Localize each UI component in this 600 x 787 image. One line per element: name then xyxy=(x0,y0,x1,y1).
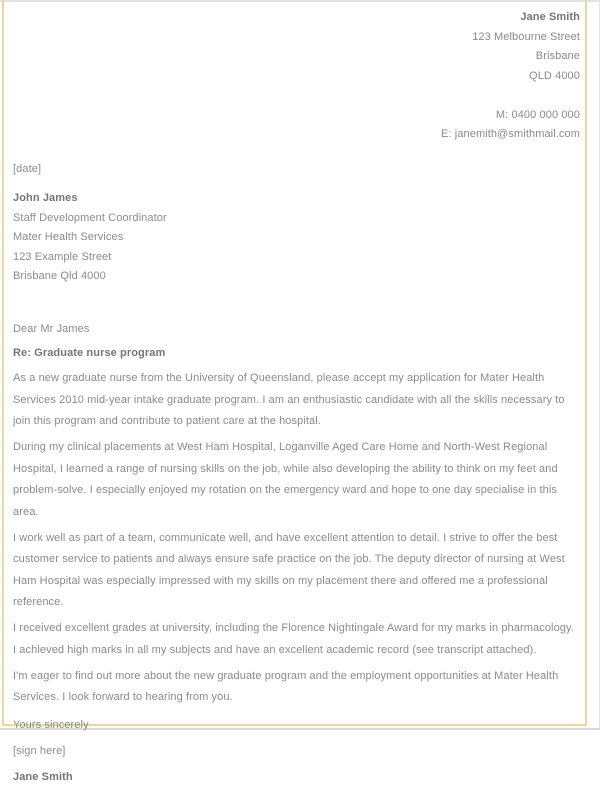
body-paragraph: During my clinical placements at West Ham Hospital, Loganville Aged Care Home and North-West Regional Hospital, I learned a range of nursing skills on the job, while also developing the ability to think on my feet and problem-solve. I especially enjoyed my rotation on the emergency ward and hope to one day specialise in this area. xyxy=(13,441,558,518)
date-placeholder: [date] xyxy=(13,162,42,175)
recipient-organisation: Mater Health Services xyxy=(13,231,124,244)
signature-placeholder: [sign here] xyxy=(13,744,66,757)
body-paragraph: I'm eager to find out more about the new graduate program and the employment opportunities at Mater Health Services. I look forward to hearing from you. xyxy=(13,669,559,704)
salutation: Dear Mr James xyxy=(13,322,90,335)
recipient-block xyxy=(13,189,580,287)
sender-block xyxy=(13,2,580,145)
body-paragraph: I received excellent grades at university, including the Florence Nightingale Award for my marks in pharmacology. I achieved high marks in all my subjects and have an excellent academic record (see transcript attached). xyxy=(13,622,574,656)
sender-name: Jane Smith xyxy=(520,11,580,23)
recipient-title: Staff Development Coordinator xyxy=(13,211,167,224)
sender-contact xyxy=(13,106,580,145)
sender-address-line: QLD 4000 xyxy=(529,69,580,82)
sender-email: E: janemith@smithmail.com xyxy=(441,128,580,140)
sender-address-line: Brisbane xyxy=(535,50,580,62)
sender-address-line: 123 Melbourne Street xyxy=(472,30,580,43)
valediction: Yours sincerely xyxy=(13,718,89,731)
recipient-name: John James xyxy=(13,192,78,204)
body-paragraph: I work well as part of a team, communicate well, and have excellent attention to detail. I strive to offer the best customer service to patients and always ensure safe practice on the job. The deputy director of nursing at West Ham Hospital was especially impressed with my skills on my placement there and offered me a professional reference. xyxy=(13,531,565,609)
subject-line: Re: Graduate nurse program xyxy=(13,347,166,360)
recipient-city: Brisbane Qld 4000 xyxy=(13,270,106,283)
cover-letter xyxy=(13,2,580,783)
recipient-street: 123 Example Street xyxy=(13,250,112,263)
sender-mobile: M: 0400 000 000 xyxy=(495,108,580,121)
body-paragraph: As a new graduate nurse from the University of Queensland, please accept my application for Mater Health Services 2010 mid-year intake graduate program. I am an enthusiastic candidate with all the skills necessary to join this program and contribute to patient care at the hospital. xyxy=(13,372,565,428)
signatory-name: Jane Smith xyxy=(13,770,73,783)
